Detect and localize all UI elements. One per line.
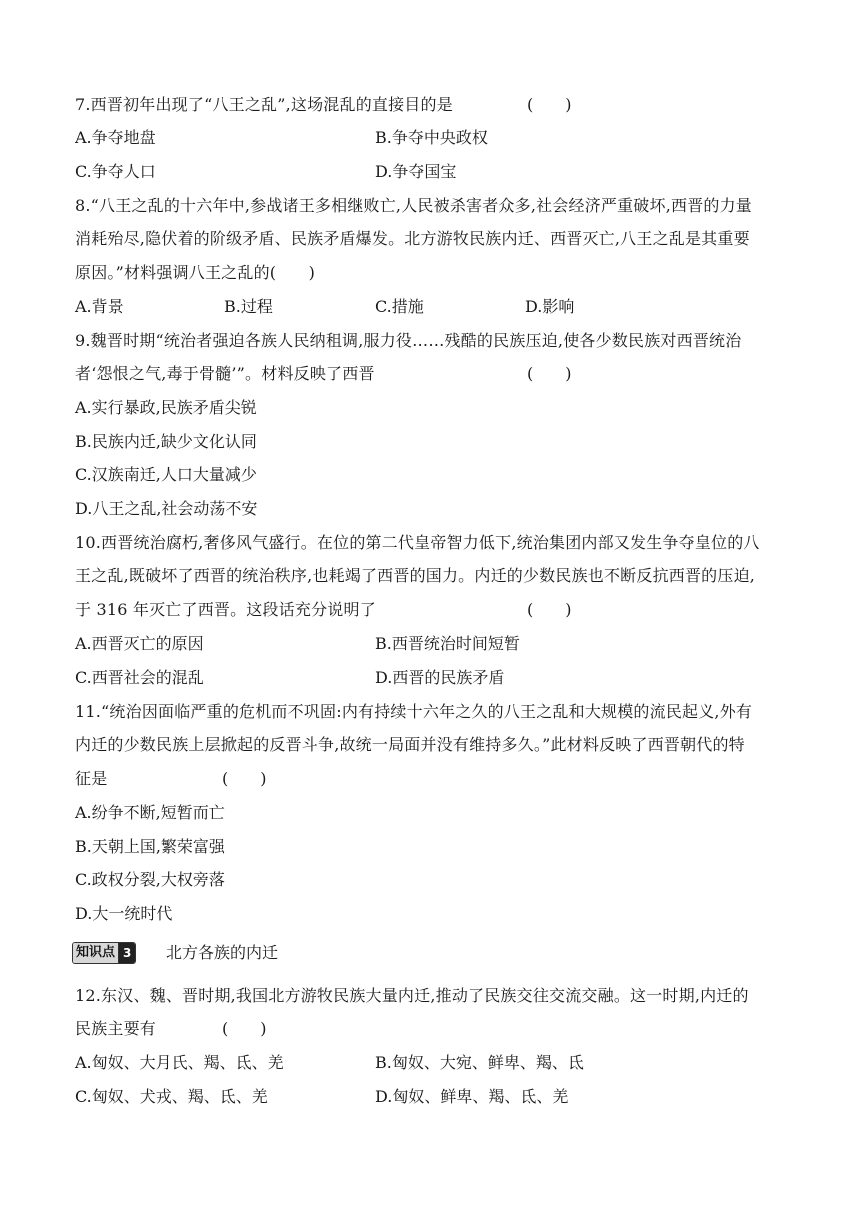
q10-answer-blank: ( )	[527, 600, 572, 619]
q12-option-a: A.匈奴、大月氏、羯、氐、羌	[75, 1053, 284, 1072]
q12-option-b: B.匈奴、大宛、鲜卑、羯、氐	[375, 1053, 584, 1072]
q11-stem-line-1: 11.“统治因面临严重的危机而不巩固:内有持续十六年之久的八王之乱和大规模的流民起义,外有	[75, 702, 753, 721]
q12-stem-line-1: 12.东汉、魏、晋时期,我国北方游牧民族大量内迁,推动了民族交往交流交融。这一时期,内迁的	[75, 986, 749, 1005]
knowledge-point-label: 知识点	[73, 943, 118, 963]
q8-option-a: A.背景	[75, 297, 124, 316]
q10-option-b: B.西晋统治时间短暂	[375, 634, 520, 653]
q12-option-c: C.匈奴、犬戎、羯、氐、羌	[75, 1087, 268, 1106]
q10-stem-line-2: 王之乱,既破坏了西晋的统治秩序,也耗竭了西晋的国力。内迁的少数民族也不断反抗西晋的压迫,	[75, 566, 756, 585]
q7-option-a: A.争夺地盘	[75, 128, 156, 147]
q11-answer-blank: ( )	[222, 769, 267, 788]
q11-option-a: A.纷争不断,短暂而亡	[75, 803, 225, 822]
q10-stem-line-3: 于 316 年灭亡了西晋。这段话充分说明了	[75, 600, 376, 619]
q12-option-d: D.匈奴、鲜卑、羯、氐、羌	[375, 1087, 569, 1106]
q8-option-d: D.影响	[525, 297, 575, 316]
q7-option-b: B.争夺中央政权	[375, 128, 488, 147]
q10-stem-line-1: 10.西晋统治腐朽,奢侈风气盛行。在位的第二代皇帝智力低下,统治集团内部又发生争夺皇位的八	[75, 533, 760, 552]
q9-option-a: A.实行暴政,民族矛盾尖锐	[75, 398, 257, 417]
q11-option-d: D.大一统时代	[75, 904, 173, 923]
q11-stem-line-3: 征是	[75, 769, 108, 788]
section-title: 北方各族的内迁	[166, 943, 279, 962]
q9-option-c: C.汉族南迁,人口大量减少	[75, 465, 257, 484]
q9-answer-blank: ( )	[527, 364, 572, 383]
q12-answer-blank: ( )	[222, 1019, 267, 1038]
q8-stem-line-3: 原因。”材料强调八王之乱的( )	[75, 263, 316, 282]
q8-stem-line-1: 8.“八王之乱的十六年中,参战诸王多相继败亡,人民被杀害者众多,社会经济严重破坏,西晋的力量	[75, 196, 752, 215]
q7-option-c: C.争夺人口	[75, 162, 156, 181]
q11-option-c: C.政权分裂,大权旁落	[75, 870, 225, 889]
q8-option-b: B.过程	[224, 297, 273, 316]
q10-option-d: D.西晋的民族矛盾	[375, 668, 505, 687]
q9-stem-line-2: 者‘怨恨之气,毒于骨髓’”。材料反映了西晋	[75, 364, 375, 383]
q9-option-d: D.八王之乱,社会动荡不安	[75, 499, 258, 518]
q10-option-a: A.西晋灭亡的原因	[75, 634, 204, 653]
q7-option-d: D.争夺国宝	[375, 162, 457, 181]
q8-stem-line-2: 消耗殆尽,隐伏着的阶级矛盾、民族矛盾爆发。北方游牧民族内迁、西晋灭亡,八王之乱是其重要	[75, 229, 750, 248]
q9-option-b: B.民族内迁,缺少文化认同	[75, 432, 257, 451]
q7-answer-blank: ( )	[527, 95, 572, 114]
q9-stem-line-1: 9.魏晋时期“统治者强迫各族人民纳租调,服力役……残酷的民族压迫,使各少数民族对西晋统治	[75, 331, 742, 350]
q11-option-b: B.天朝上国,繁荣富强	[75, 837, 225, 856]
q10-option-c: C.西晋社会的混乱	[75, 668, 204, 687]
q8-option-c: C.措施	[375, 297, 424, 316]
q11-stem-line-2: 内迁的少数民族上层掀起的反晋斗争,故统一局面并没有维持多久。”此材料反映了西晋朝代的特	[75, 735, 745, 754]
knowledge-point-badge	[72, 942, 136, 964]
knowledge-point-number: 3	[118, 943, 135, 963]
q7-stem: 7.西晋初年出现了“八王之乱”,这场混乱的直接目的是	[75, 95, 453, 114]
q12-stem-line-2: 民族主要有	[75, 1019, 157, 1038]
